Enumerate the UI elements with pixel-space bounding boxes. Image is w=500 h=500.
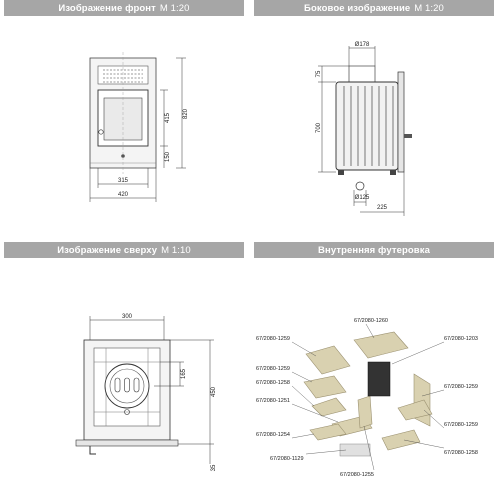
dim-width-inner: 315 xyxy=(117,178,129,184)
panel-front xyxy=(4,0,244,240)
part-right-side xyxy=(414,374,430,426)
part-label-7: 67/2080-1251 xyxy=(256,398,290,404)
air-inlet xyxy=(356,182,364,190)
panel-title-top: Изображение сверху xyxy=(57,244,158,256)
handle-profile xyxy=(404,134,412,138)
dim-top-depth-inner: 165 xyxy=(181,368,187,380)
front-view-drawing xyxy=(4,16,244,240)
panel-side xyxy=(254,0,494,240)
handle-top xyxy=(90,446,96,454)
panel-header-front xyxy=(4,0,244,16)
part-label-1: 67/2080-1260 xyxy=(354,318,388,324)
part-center-small xyxy=(358,396,372,428)
dim-depth: 225 xyxy=(376,205,388,211)
part-label-2: 67/2080-1259 xyxy=(256,336,290,342)
front-plate xyxy=(76,440,178,446)
part-top-baffle xyxy=(354,332,408,358)
part-label-10: 67/2080-1258 xyxy=(444,450,478,456)
dim-width-outer: 420 xyxy=(117,192,129,198)
panel-lining xyxy=(254,242,494,482)
panel-top xyxy=(4,242,244,482)
top-view-drawing xyxy=(4,258,244,482)
panel-title-front: Изображение фронт xyxy=(58,2,156,14)
dim-height-total: 820 xyxy=(183,108,189,120)
dim-height-mid: 415 xyxy=(165,112,171,124)
panel-scale-side: M 1:20 xyxy=(414,2,444,14)
panel-title-lining: Внутренняя футеровка xyxy=(318,244,430,256)
door-profile xyxy=(398,72,404,172)
part-left-low xyxy=(312,398,346,416)
side-body xyxy=(336,82,398,170)
part-label-8: 67/2080-1259 xyxy=(444,422,478,428)
panel-header-top xyxy=(4,242,244,258)
part-label-11: 67/2080-1129 xyxy=(270,456,304,462)
lining-exploded-drawing xyxy=(254,258,494,482)
dim-top-depth-total: 450 xyxy=(211,386,217,398)
panel-header-lining xyxy=(254,242,494,258)
side-view-drawing xyxy=(254,16,494,240)
dim-top-base: 35 xyxy=(211,464,217,472)
dim-flue-diameter: Ø178 xyxy=(354,42,370,48)
part-label-5: 67/2080-1258 xyxy=(256,380,290,386)
part-label-3: 67/2080-1203 xyxy=(444,336,478,342)
dim-height-low: 150 xyxy=(165,151,171,163)
panel-header-side xyxy=(254,0,494,16)
part-dark-insert xyxy=(368,362,390,396)
part-label-4: 67/2080-1259 xyxy=(256,366,290,372)
part-left-back xyxy=(306,346,350,374)
panel-scale-top: M 1:10 xyxy=(161,244,191,256)
part-left-side xyxy=(304,376,346,398)
dim-side-height: 700 xyxy=(316,122,322,134)
part-label-9: 67/2080-1254 xyxy=(256,432,290,438)
dim-top-width: 300 xyxy=(121,314,133,320)
flue-collar xyxy=(349,66,375,82)
dim-flue-top: 75 xyxy=(316,70,322,78)
part-label-12: 67/2080-1255 xyxy=(340,472,374,478)
panel-scale-front: M 1:20 xyxy=(159,2,190,14)
part-bottom-right xyxy=(382,430,420,450)
panel-title-side: Боковое изображение xyxy=(304,2,411,14)
part-label-6: 67/2080-1259 xyxy=(444,384,478,390)
dim-air-diameter: Ø125 xyxy=(354,195,370,201)
